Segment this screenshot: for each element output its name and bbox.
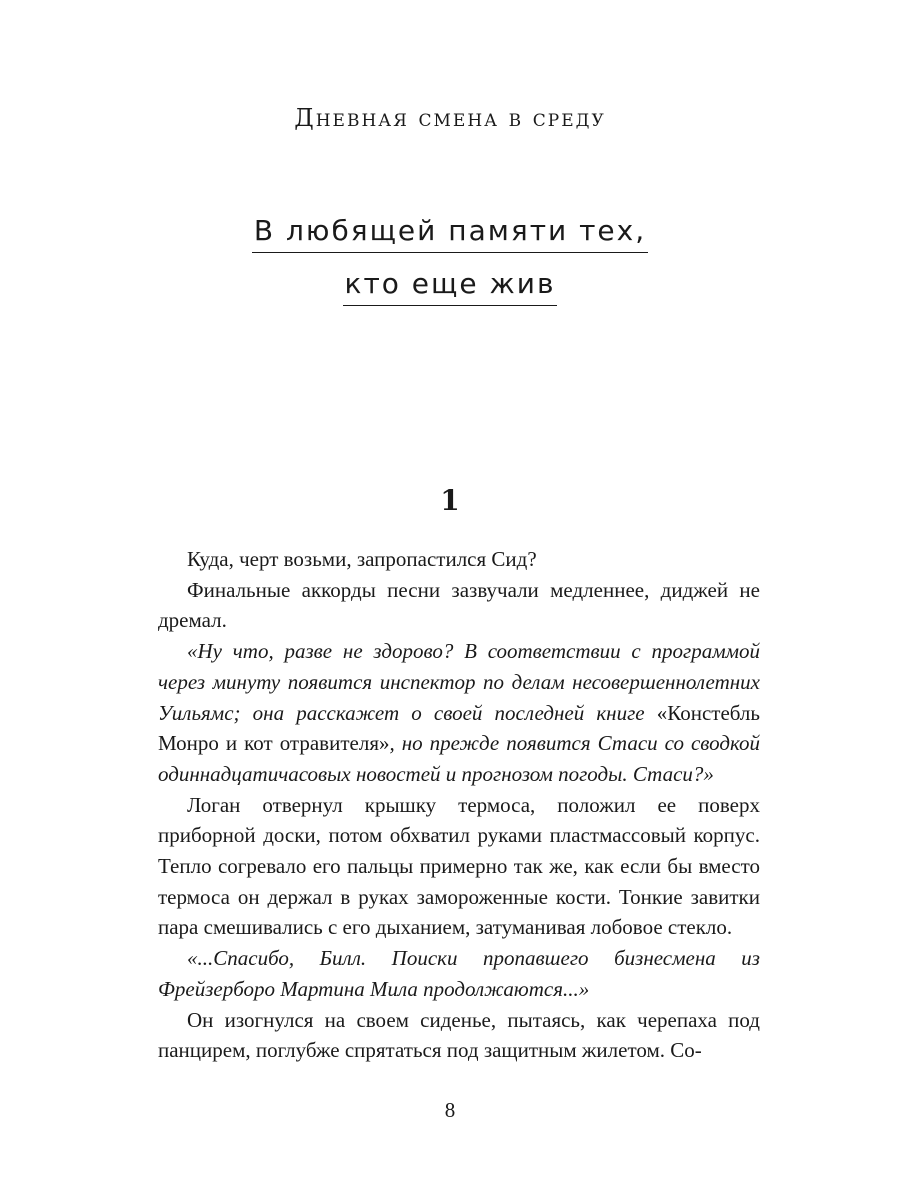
radio-paragraph: «...Спасибо, Билл. Поиски пропавшего бизнесмена из Фрейзерборо Мартина Мила продолжаются...» bbox=[158, 946, 760, 1001]
paragraph: Логан отвернул крышку термоса, положил ее поверх приборной доски, потом обхватил руками пластмассовый корпус. Тепло согревало его пальцы примерно так же, как если бы вместо термоса он держал в руках замороженные кости. Тонкие завитки пара смешивались с его дыханием, затуманивая лобовое стекло. bbox=[158, 792, 760, 940]
radio-text: , но прежде появится Стаси со сводкой одиннадцатичасовых новостей и прогнозом погоды. Стаси?» bbox=[158, 731, 760, 786]
dedication-line-2: кто еще жив bbox=[343, 265, 558, 306]
book-title: «Констебль Монро и кот отравителя» bbox=[158, 700, 760, 756]
paragraph: Куда, черт возьми, запропастился Сид? bbox=[187, 547, 537, 571]
chapter-number: 1 bbox=[440, 484, 460, 517]
dedication bbox=[0, 212, 900, 306]
radio-paragraph bbox=[158, 636, 760, 790]
body-text bbox=[158, 544, 760, 1066]
page-number: 8 bbox=[444, 1098, 456, 1122]
dedication-line-1: В любящей памяти тех, bbox=[252, 212, 648, 253]
paragraph: Финальные аккорды песни зазвучали медленнее, диджей не дремал. bbox=[158, 577, 760, 633]
part-title: Дневная смена в среду bbox=[294, 104, 606, 132]
radio-text: «Ну что, разве не здорово? В соответствии с программой через минуту появится инспектор по делам несовершеннолетних Уильямс; она расскажет о своей последней книге bbox=[158, 639, 760, 725]
paragraph: Он изогнулся на своем сиденье, пытаясь, как черепаха под панцирем, поглубже спрятаться под защитным жилетом. Со- bbox=[158, 1007, 760, 1063]
